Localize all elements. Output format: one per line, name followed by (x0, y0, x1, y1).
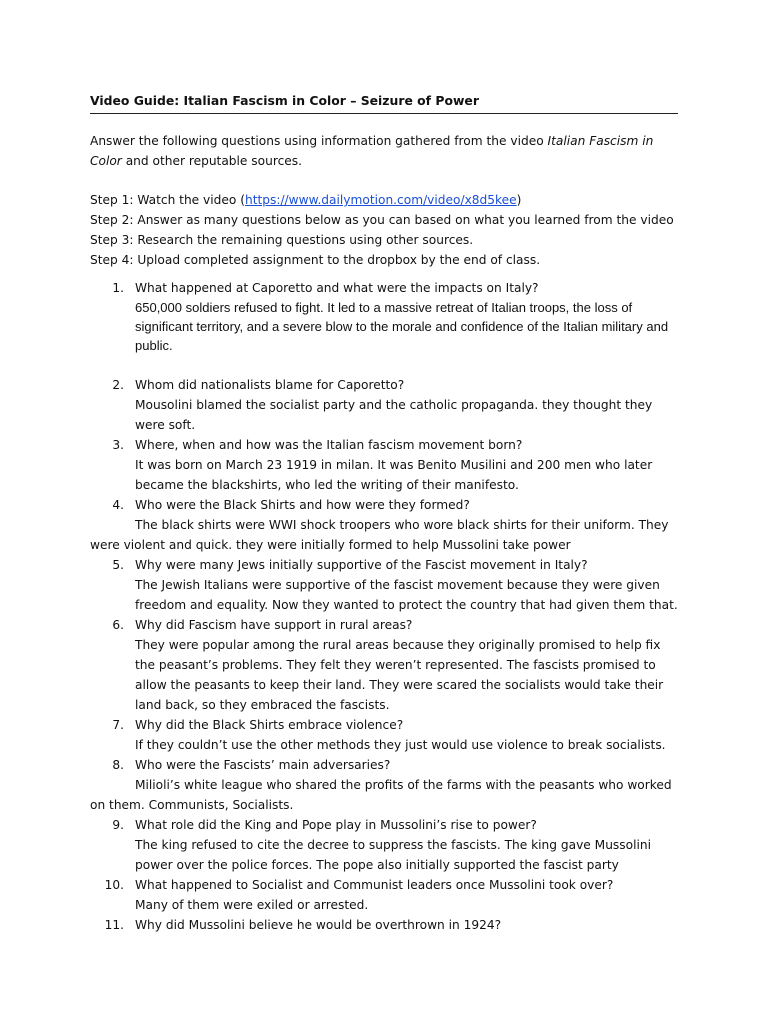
step-1: Step 1: Watch the video (https://www.dailymotion.com/video/x8d5kee) (90, 193, 522, 207)
answer-text: If they couldn’t use the other methods they just would use violence to break socialists. (135, 738, 666, 752)
question-text: Why did Mussolini believe he would be overthrown in 1924? (135, 918, 502, 932)
question-number: 6. (112, 618, 124, 632)
question-number: 5. (112, 558, 124, 572)
answer-text: Many of them were exiled or arrested. (135, 898, 369, 912)
video-link[interactable]: https://www.dailymotion.com/video/x8d5kee (244, 193, 517, 207)
question-text: Why were many Jews initially supportive of the Fascist movement in Italy? (135, 558, 588, 572)
question-text: Who were the Fascists’ main adversaries? (135, 758, 391, 772)
question-number: 11. (104, 918, 124, 932)
question-item (90, 755, 678, 815)
question-item (90, 435, 678, 495)
answer-text: The Jewish Italians were supportive of the fascist movement because they were given freedom and equality. Now they wanted to protect the country that had given them that. (135, 578, 678, 612)
question-list (90, 278, 678, 935)
question-number: 1. (112, 281, 124, 295)
step-2: Step 2: Answer as many questions below as you can based on what you learned from the video (90, 213, 674, 227)
answer-text: It was born on March 23 1919 in milan. It was Benito Musilini and 200 men who later became the blackshirts, who led the writing of their manifesto. (135, 458, 653, 492)
question-number: 10. (104, 878, 124, 892)
question-text: What happened to Socialist and Communist leaders once Mussolini took over? (135, 878, 614, 892)
document-body (90, 92, 678, 935)
question-text: Who were the Black Shirts and how were they formed? (135, 498, 470, 512)
question-text: Why did Fascism have support in rural areas? (135, 618, 413, 632)
intro-paragraph (90, 131, 678, 171)
question-text: Whom did nationalists blame for Caporetto? (135, 378, 405, 392)
question-item (90, 555, 678, 615)
question-item (90, 495, 678, 555)
question-item (90, 375, 678, 435)
question-item (90, 915, 678, 935)
answer-text: Milioli’s white league who shared the profits of the farms with the peasants who worked on them. Communists, Socialists. (90, 778, 672, 812)
page-title: Video Guide: Italian Fascism in Color – Seizure of Power (90, 92, 678, 114)
intro-text-after: and other reputable sources. (121, 154, 302, 168)
question-number: 4. (112, 498, 124, 512)
question-number: 7. (112, 718, 124, 732)
question-text: Why did the Black Shirts embrace violence? (135, 718, 404, 732)
intro-text-before: Answer the following questions using information gathered from the video (90, 134, 548, 148)
question-item (90, 278, 678, 355)
question-number: 9. (112, 818, 124, 832)
question-number: 2. (112, 378, 124, 392)
intro-video-title: Italian Fascism in Color (90, 134, 654, 168)
answer-text: They were popular among the rural areas because they originally promised to help fix the peasant’s problems. They felt they weren’t represented. The fascists promised to allow the peasants to keep their land. They were scared the socialists would take their land back, so they embraced the fascists. (135, 638, 664, 712)
question-number: 8. (112, 758, 124, 772)
question-item (90, 615, 678, 715)
question-item (90, 815, 678, 875)
question-text: What happened at Caporetto and what were the impacts on Italy? (135, 281, 539, 295)
steps-list (90, 190, 678, 270)
question-item (90, 715, 678, 755)
answer-text: The king refused to cite the decree to suppress the fascists. The king gave Mussolini power over the police forces. The pope also initially supported the fascist party (135, 838, 651, 872)
answer-text: The black shirts were WWI shock troopers who wore black shirts for their uniform. They were violent and quick. they were initially formed to help Mussolini take power (90, 518, 669, 552)
step-3: Step 3: Research the remaining questions using other sources. (90, 233, 474, 247)
question-number: 3. (112, 438, 124, 452)
step-4: Step 4: Upload completed assignment to the dropbox by the end of class. (90, 253, 541, 267)
answer-text: 650,000 soldiers refused to fight. It led to a massive retreat of Italian troops, the loss of significant territory, and a severe blow to the morale and confidence of the Italian military and public. (135, 300, 669, 353)
question-text: What role did the King and Pope play in Mussolini’s rise to power? (135, 818, 537, 832)
question-item (90, 875, 678, 915)
answer-text: Mousolini blamed the socialist party and the catholic propaganda. they thought they were soft. (135, 398, 653, 432)
question-text: Where, when and how was the Italian fascism movement born? (135, 438, 523, 452)
